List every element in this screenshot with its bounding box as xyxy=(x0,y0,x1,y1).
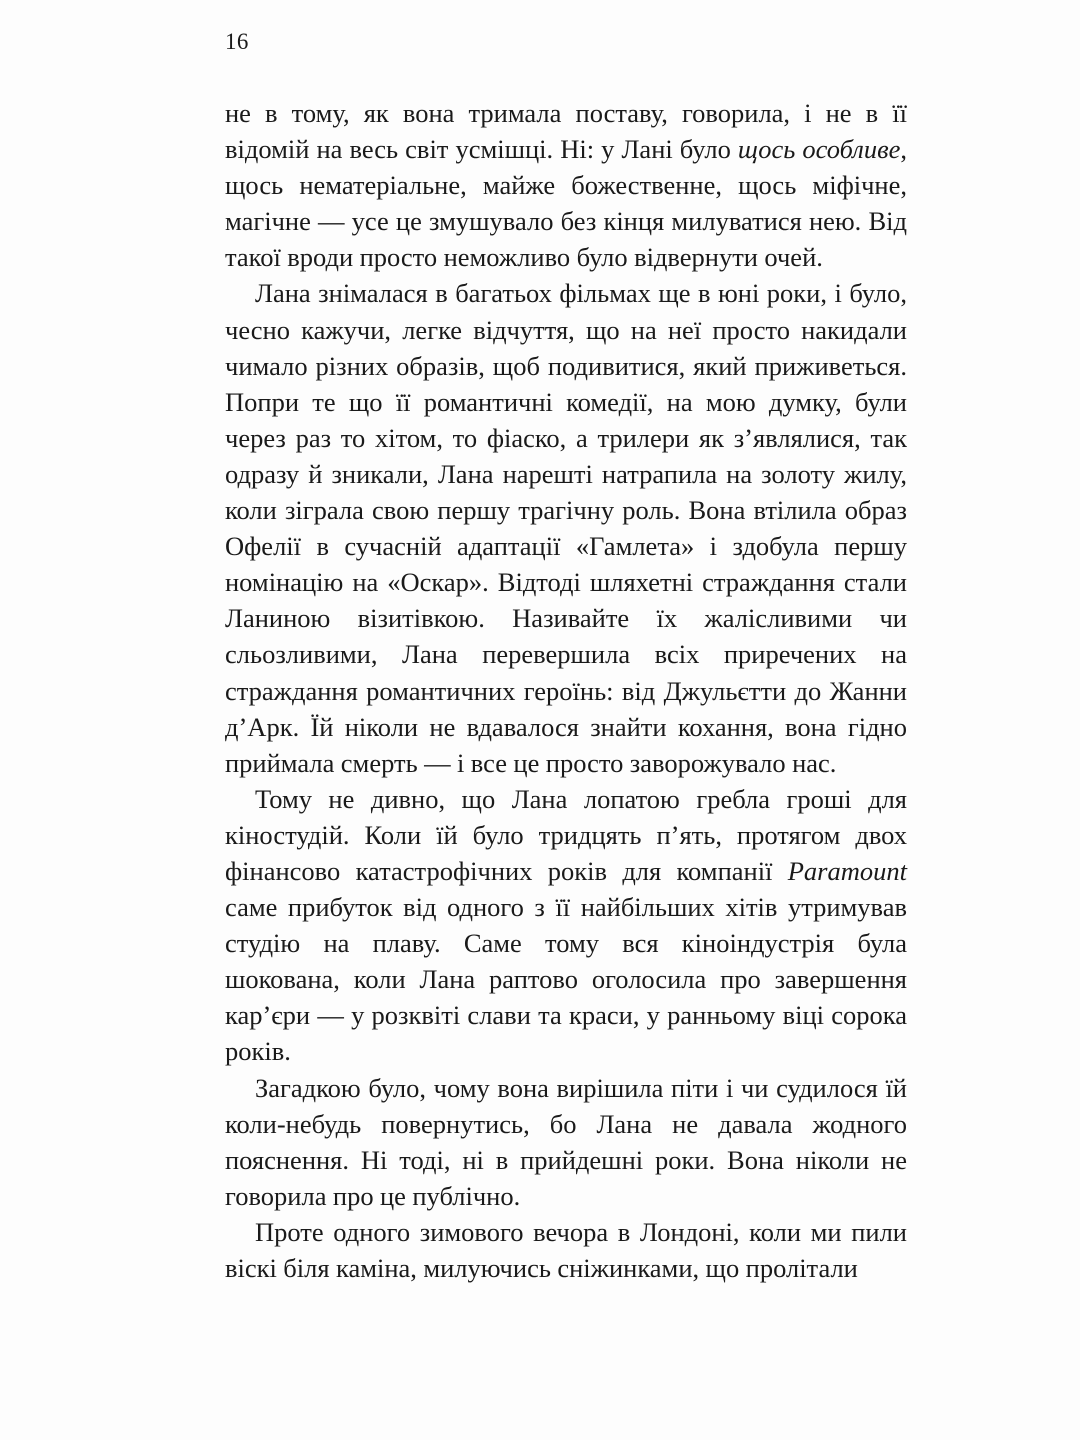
body-text: Лана знімалася в багатьох фільмах ще в юні роки, і було, чесно кажучи, легке відчуття, що на неї просто накидали чимало різних образів, щоб подивитися, який приживеться. Попри те що її романтичні комедії, на мою думку, були через раз то хітом, то фіаско, а трилери як з’являлися, так одразу й зникали, Лана нарешті натрапила на золоту жилу, коли зіграла свою першу трагічну роль. Вона втілила образ Офелії в сучасній адаптації «Гамлета» і здобула першу номінацію на «Оскар». Відтоді шляхетні страждання стали Ланиною візитівкою. Називайте їх жалісливими чи сльозливими, Лана перевершила всіх приречених на страждання романтичних героїнь: від Джульєтти до Жанни д’Арк. Їй ніколи не вдавалося знайти кохання, вона гідно приймала смерть — і все це просто заворожувало нас. xyxy=(225,278,907,778)
paragraph xyxy=(225,1214,907,1286)
body-text: Тому не дивно, що Лана лопатою гребла гроші для кіностудій. Коли їй було тридцять п’ять, протягом двох фінансово катастрофічних років для компанії xyxy=(225,783,907,886)
body-text: Проте одного зимового вечора в Лондоні, коли ми пили віскі біля каміна, милуючись сніжинками, що пролітали xyxy=(225,1216,907,1283)
emphasis-text: Paramount xyxy=(787,855,907,886)
body-text-block xyxy=(225,95,907,1286)
paragraph xyxy=(225,1070,907,1214)
body-text: саме прибуток від одного з її найбільших хітів утримував студію на плаву. Саме тому вся кіноіндустрія була шокована, коли Лана раптово оголосила про завершення кар’єри — у розквіті слави та краси, у ранньому віці сорока років. xyxy=(225,892,907,1067)
paragraph xyxy=(225,781,907,1070)
body-text: , щось нематеріальне, майже божественне, щось міфічне, магічне — усе це змушувало без кінця милуватися нею. Від такої вроди просто неможливо було відвернути очей. xyxy=(225,134,907,273)
body-text: не в тому, як вона тримала поставу, говорила, і не в її відомій на весь світ усмішці. Ні: у Лані було xyxy=(225,98,907,165)
body-text: Загадкою було, чому вона вирішила піти і чи судилося їй коли-небудь повернутись, бо Лана не давала жодного пояснення. Ні тоді, ні в прийдешні роки. Вона ніколи не говорила про це публічно. xyxy=(225,1072,907,1211)
paragraph xyxy=(225,95,907,275)
emphasis-text: щось особливе xyxy=(737,134,901,165)
page-number: 16 xyxy=(225,29,249,54)
paragraph xyxy=(225,275,907,780)
